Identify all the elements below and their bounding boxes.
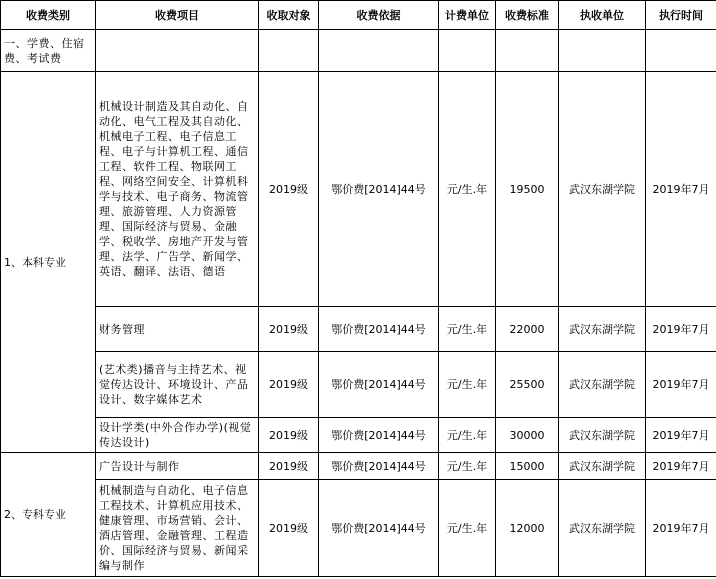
fee-standard: 15000 (496, 453, 559, 480)
table-row (1, 480, 716, 577)
fee-unit: 元/生.年 (439, 307, 496, 352)
fee-standard: 12000 (496, 480, 559, 577)
header-category: 收费类别 (1, 1, 96, 30)
empty-cell (439, 30, 496, 72)
fee-effective: 2019年7月 (646, 72, 716, 307)
fee-unit: 元/生.年 (439, 352, 496, 418)
fee-target: 2019级 (259, 480, 319, 577)
fee-target: 2019级 (259, 453, 319, 480)
table-row (1, 307, 716, 352)
header-item: 收费项目 (96, 1, 259, 30)
table-row (1, 72, 716, 307)
fee-basis: 鄂价费[2014]44号 (319, 352, 439, 418)
fee-unit: 元/生.年 (439, 480, 496, 577)
fee-effective: 2019年7月 (646, 307, 716, 352)
fee-target: 2019级 (259, 352, 319, 418)
header-row (1, 1, 716, 30)
fee-collector: 武汉东湖学院 (559, 453, 646, 480)
empty-cell (559, 30, 646, 72)
fee-effective: 2019年7月 (646, 352, 716, 418)
empty-cell (646, 30, 716, 72)
section-label: 一、学费、住宿费、考试费 (1, 30, 96, 72)
fee-collector: 武汉东湖学院 (559, 307, 646, 352)
group-undergrad: 1、本科专业 (1, 72, 96, 453)
fee-item: 设计学类(中外合作办学)(视觉传达设计) (96, 418, 259, 453)
table-row (1, 418, 716, 453)
fee-basis: 鄂价费[2014]44号 (319, 453, 439, 480)
fee-item: (艺术类)播音与主持艺术、视觉传达设计、环境设计、产品设计、数字媒体艺术 (96, 352, 259, 418)
fee-effective: 2019年7月 (646, 418, 716, 453)
fee-standard: 19500 (496, 72, 559, 307)
header-unit: 计费单位 (439, 1, 496, 30)
fee-target: 2019级 (259, 418, 319, 453)
fee-target: 2019级 (259, 307, 319, 352)
fee-item: 机械设计制造及其自动化、自动化、电气工程及其自动化、机械电子工程、电子信息工程、电子与计算机工程、通信工程、软件工程、物联网工程、网络空间安全、计算机科学与技术、电子商务、物流管理、旅游管理、人力资源管理、国际经济与贸易、金融学、税收学、房地产开发与管理、法学、广告学、新闻学、英语、翻译、法语、德语 (96, 72, 259, 307)
fee-basis: 鄂价费[2014]44号 (319, 480, 439, 577)
fee-collector: 武汉东湖学院 (559, 352, 646, 418)
fee-basis: 鄂价费[2014]44号 (319, 418, 439, 453)
fee-effective: 2019年7月 (646, 453, 716, 480)
table-row (1, 352, 716, 418)
fee-effective: 2019年7月 (646, 480, 716, 577)
fee-target: 2019级 (259, 72, 319, 307)
empty-cell (259, 30, 319, 72)
empty-cell (496, 30, 559, 72)
header-collector: 执收单位 (559, 1, 646, 30)
empty-cell (319, 30, 439, 72)
fee-unit: 元/生.年 (439, 72, 496, 307)
table-row (1, 453, 716, 480)
fee-standard: 25500 (496, 352, 559, 418)
fee-item: 机械制造与自动化、电子信息工程技术、计算机应用技术、健康管理、市场营销、会计、酒店管理、金融管理、工程造价、国际经济与贸易、新闻采编与制作 (96, 480, 259, 577)
fee-unit: 元/生.年 (439, 418, 496, 453)
fee-collector: 武汉东湖学院 (559, 72, 646, 307)
fee-basis: 鄂价费[2014]44号 (319, 72, 439, 307)
header-standard: 收费标准 (496, 1, 559, 30)
fee-basis: 鄂价费[2014]44号 (319, 307, 439, 352)
fee-unit: 元/生.年 (439, 453, 496, 480)
fee-collector: 武汉东湖学院 (559, 480, 646, 577)
empty-cell (96, 30, 259, 72)
fee-standard: 30000 (496, 418, 559, 453)
header-target: 收取对象 (259, 1, 319, 30)
group-junior: 2、专科专业 (1, 453, 96, 577)
header-basis: 收费依据 (319, 1, 439, 30)
section-row (1, 30, 716, 72)
fee-collector: 武汉东湖学院 (559, 418, 646, 453)
fee-item: 广告设计与制作 (96, 453, 259, 480)
header-effective: 执行时间 (646, 1, 716, 30)
fee-standard: 22000 (496, 307, 559, 352)
fee-item: 财务管理 (96, 307, 259, 352)
